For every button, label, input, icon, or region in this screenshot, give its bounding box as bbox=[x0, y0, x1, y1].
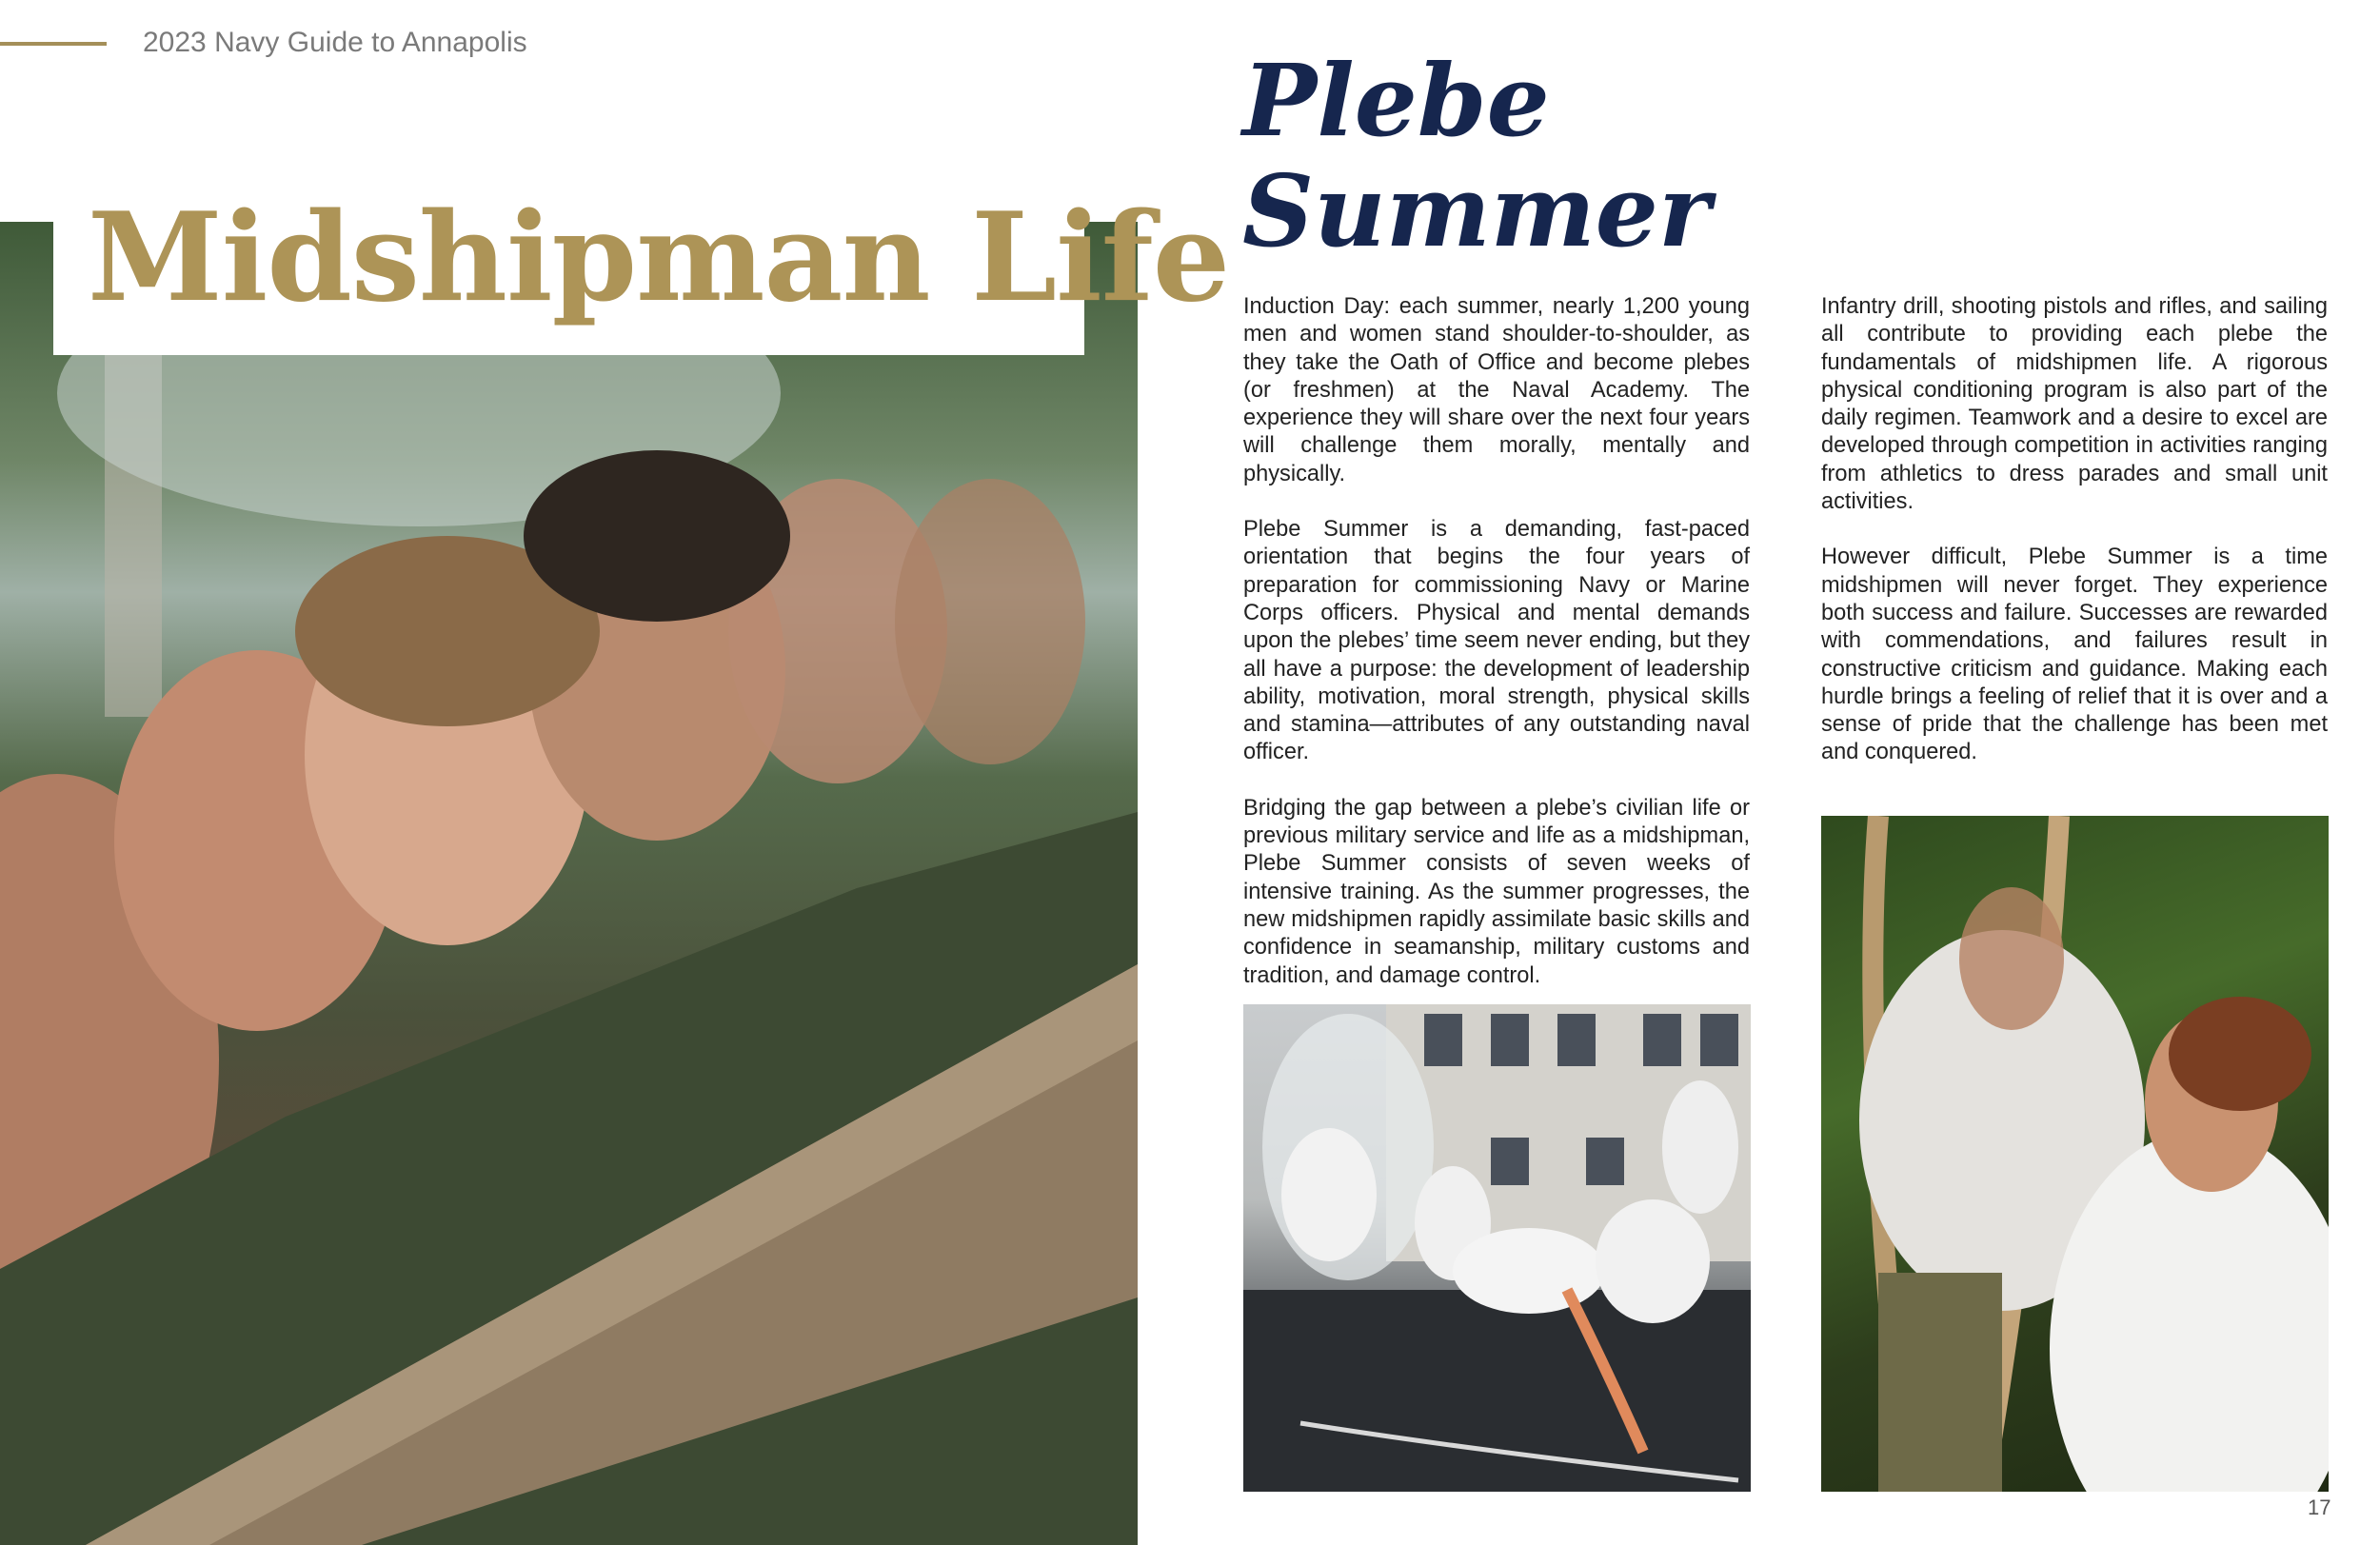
page-number: 17 bbox=[2308, 1495, 2331, 1519]
article-title-line2: Summer bbox=[1242, 152, 1711, 269]
paragraph: Infantry drill, shooting pistols and rifles, and sailing all contribute to providing each plebe the fundamentals of midshipmen life. A rigorous physical conditioning program is also part of the daily regimen. Teamwork and a desire to excel are developed through competition in activities ranging from athletics to dress parades and small unit activities. bbox=[1821, 294, 2328, 515]
paragraph: Induction Day: each summer, nearly 1,200 young men and women stand shoulder-to-shoulder, as they take the Oath of Office and become plebes (or freshmen) at the Naval Academy. The experience they will share over the next four years will challenge them morally, mentally and physically. bbox=[1243, 294, 1750, 486]
hero-photo-illustration bbox=[0, 222, 1138, 1545]
paragraph: Plebe Summer is a demanding, fast-paced orientation that begins the four years of preparation for commissioning Navy or Marine Corps officers. Physical and mental demands upon the plebes’ time seem never ending, but they all have a purpose: the development of leadership ability, motivation, moral strength, physical skills and stamina—attributes of any outstanding naval officer. bbox=[1243, 517, 1750, 765]
article-column-right bbox=[1821, 293, 2328, 795]
rope-climb-photo bbox=[1821, 816, 2329, 1492]
paragraph: However difficult, Plebe Summer is a time midshipmen will never forget. They experience both success and failure. Successes are rewarded with commendations, and failures result in constructive criticism and guidance. Making each hurdle brings a feeling of relief that it is over and a sense of pride that the challenge has been met and conquered. bbox=[1821, 545, 2328, 765]
hero-photo bbox=[0, 222, 1138, 1545]
fountain-training-photo bbox=[1243, 1004, 1751, 1492]
section-title: Midshipman Life bbox=[88, 187, 1230, 329]
guide-title: 2023 Navy Guide to Annapolis bbox=[143, 27, 527, 58]
article-title-line1: Plebe bbox=[1242, 42, 1550, 159]
header-rule bbox=[0, 42, 107, 46]
article-title bbox=[1242, 42, 1711, 269]
article-column-left bbox=[1243, 293, 1750, 1018]
fountain-photo-illustration bbox=[1243, 1004, 1751, 1492]
paragraph: Bridging the gap between a plebe’s civilian life or previous military service and life as a midshipman, Plebe Summer consists of seven weeks of intensive training. As the summer progresses, the new midshipmen rapidly assimilate basic skills and confidence in seamanship, military customs and tradition, and damage control. bbox=[1243, 795, 1750, 988]
rope-photo-illustration bbox=[1821, 816, 2329, 1492]
